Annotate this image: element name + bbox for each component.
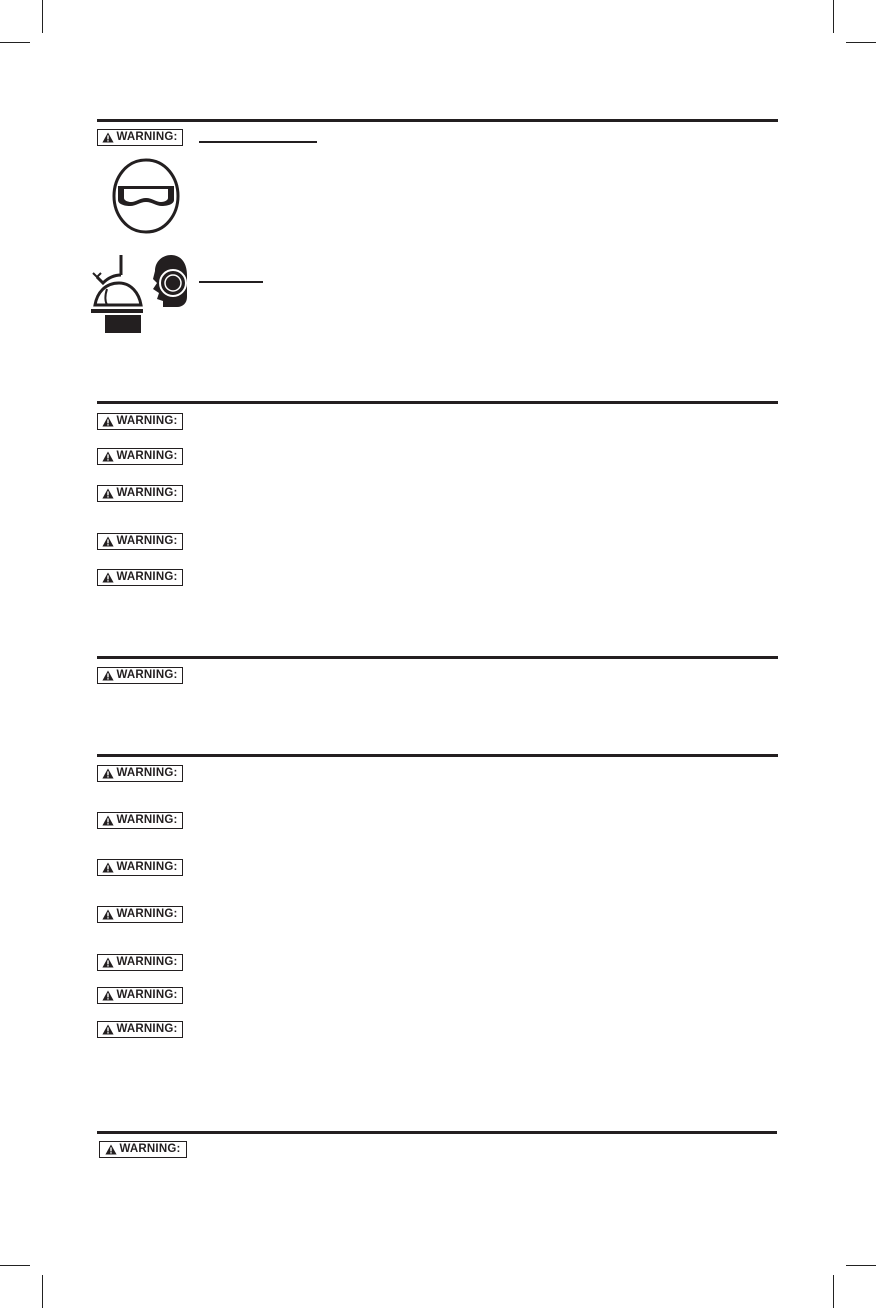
crop-mark xyxy=(846,1265,876,1266)
warning-triangle-icon xyxy=(102,815,114,826)
warning-label: WARNING: xyxy=(116,860,178,873)
warning-triangle-icon xyxy=(102,488,114,499)
warning-triangle-icon xyxy=(102,862,114,873)
warning-badge xyxy=(97,533,183,550)
warning-label: WARNING: xyxy=(116,534,178,547)
warning-triangle-icon xyxy=(102,990,114,1001)
warning-label: WARNING: xyxy=(116,449,178,462)
warning-triangle-icon xyxy=(102,670,114,681)
crop-mark xyxy=(0,1265,30,1266)
warning-triangle-icon xyxy=(102,909,114,920)
crop-mark xyxy=(846,42,876,43)
warning-badge xyxy=(97,485,183,502)
warning-triangle-icon xyxy=(102,451,114,462)
crop-mark xyxy=(833,1275,834,1308)
warning-label: WARNING: xyxy=(116,813,178,826)
warning-badge xyxy=(97,765,183,782)
safety-goggles-icon xyxy=(110,158,182,234)
warning-badge xyxy=(97,906,183,923)
crop-mark xyxy=(42,1275,43,1308)
section-rule xyxy=(97,401,778,404)
crop-mark xyxy=(833,0,834,33)
warning-badge xyxy=(97,667,183,684)
warning-badge xyxy=(97,129,183,146)
warning-badge xyxy=(97,859,183,876)
heading-underline xyxy=(199,141,317,143)
warning-triangle-icon xyxy=(102,132,114,143)
section-rule xyxy=(97,754,778,757)
heading-underline xyxy=(199,281,263,283)
warning-label: WARNING: xyxy=(116,766,178,779)
warning-label: WARNING: xyxy=(116,668,178,681)
crop-mark xyxy=(42,0,43,33)
warning-badge xyxy=(97,569,183,586)
warning-label: WARNING: xyxy=(116,955,178,968)
warning-label: WARNING: xyxy=(116,907,178,920)
warning-badge xyxy=(97,987,183,1004)
warning-triangle-icon xyxy=(105,1144,117,1155)
warning-badge xyxy=(99,1141,187,1158)
hearing-protection-icon xyxy=(83,253,187,335)
warning-label: WARNING: xyxy=(116,486,178,499)
warning-badge xyxy=(97,448,183,465)
warning-label: WARNING: xyxy=(116,1022,178,1035)
warning-triangle-icon xyxy=(102,572,114,583)
warning-triangle-icon xyxy=(102,957,114,968)
warning-triangle-icon xyxy=(102,1024,114,1035)
warning-badge xyxy=(97,954,183,971)
warning-triangle-icon xyxy=(102,416,114,427)
crop-mark xyxy=(0,42,30,43)
section-rule xyxy=(97,656,778,659)
warning-label: WARNING: xyxy=(116,130,178,143)
warning-label: WARNING: xyxy=(116,414,178,427)
warning-label: WARNING: xyxy=(116,570,178,583)
warning-label: WARNING: xyxy=(116,988,178,1001)
warning-badge xyxy=(97,812,183,829)
warning-badge xyxy=(97,1021,183,1038)
section-rule xyxy=(97,119,778,122)
warning-triangle-icon xyxy=(102,536,114,547)
section-rule xyxy=(97,1131,777,1134)
warning-triangle-icon xyxy=(102,768,114,779)
warning-badge xyxy=(97,413,183,430)
warning-label: WARNING: xyxy=(119,1142,181,1155)
